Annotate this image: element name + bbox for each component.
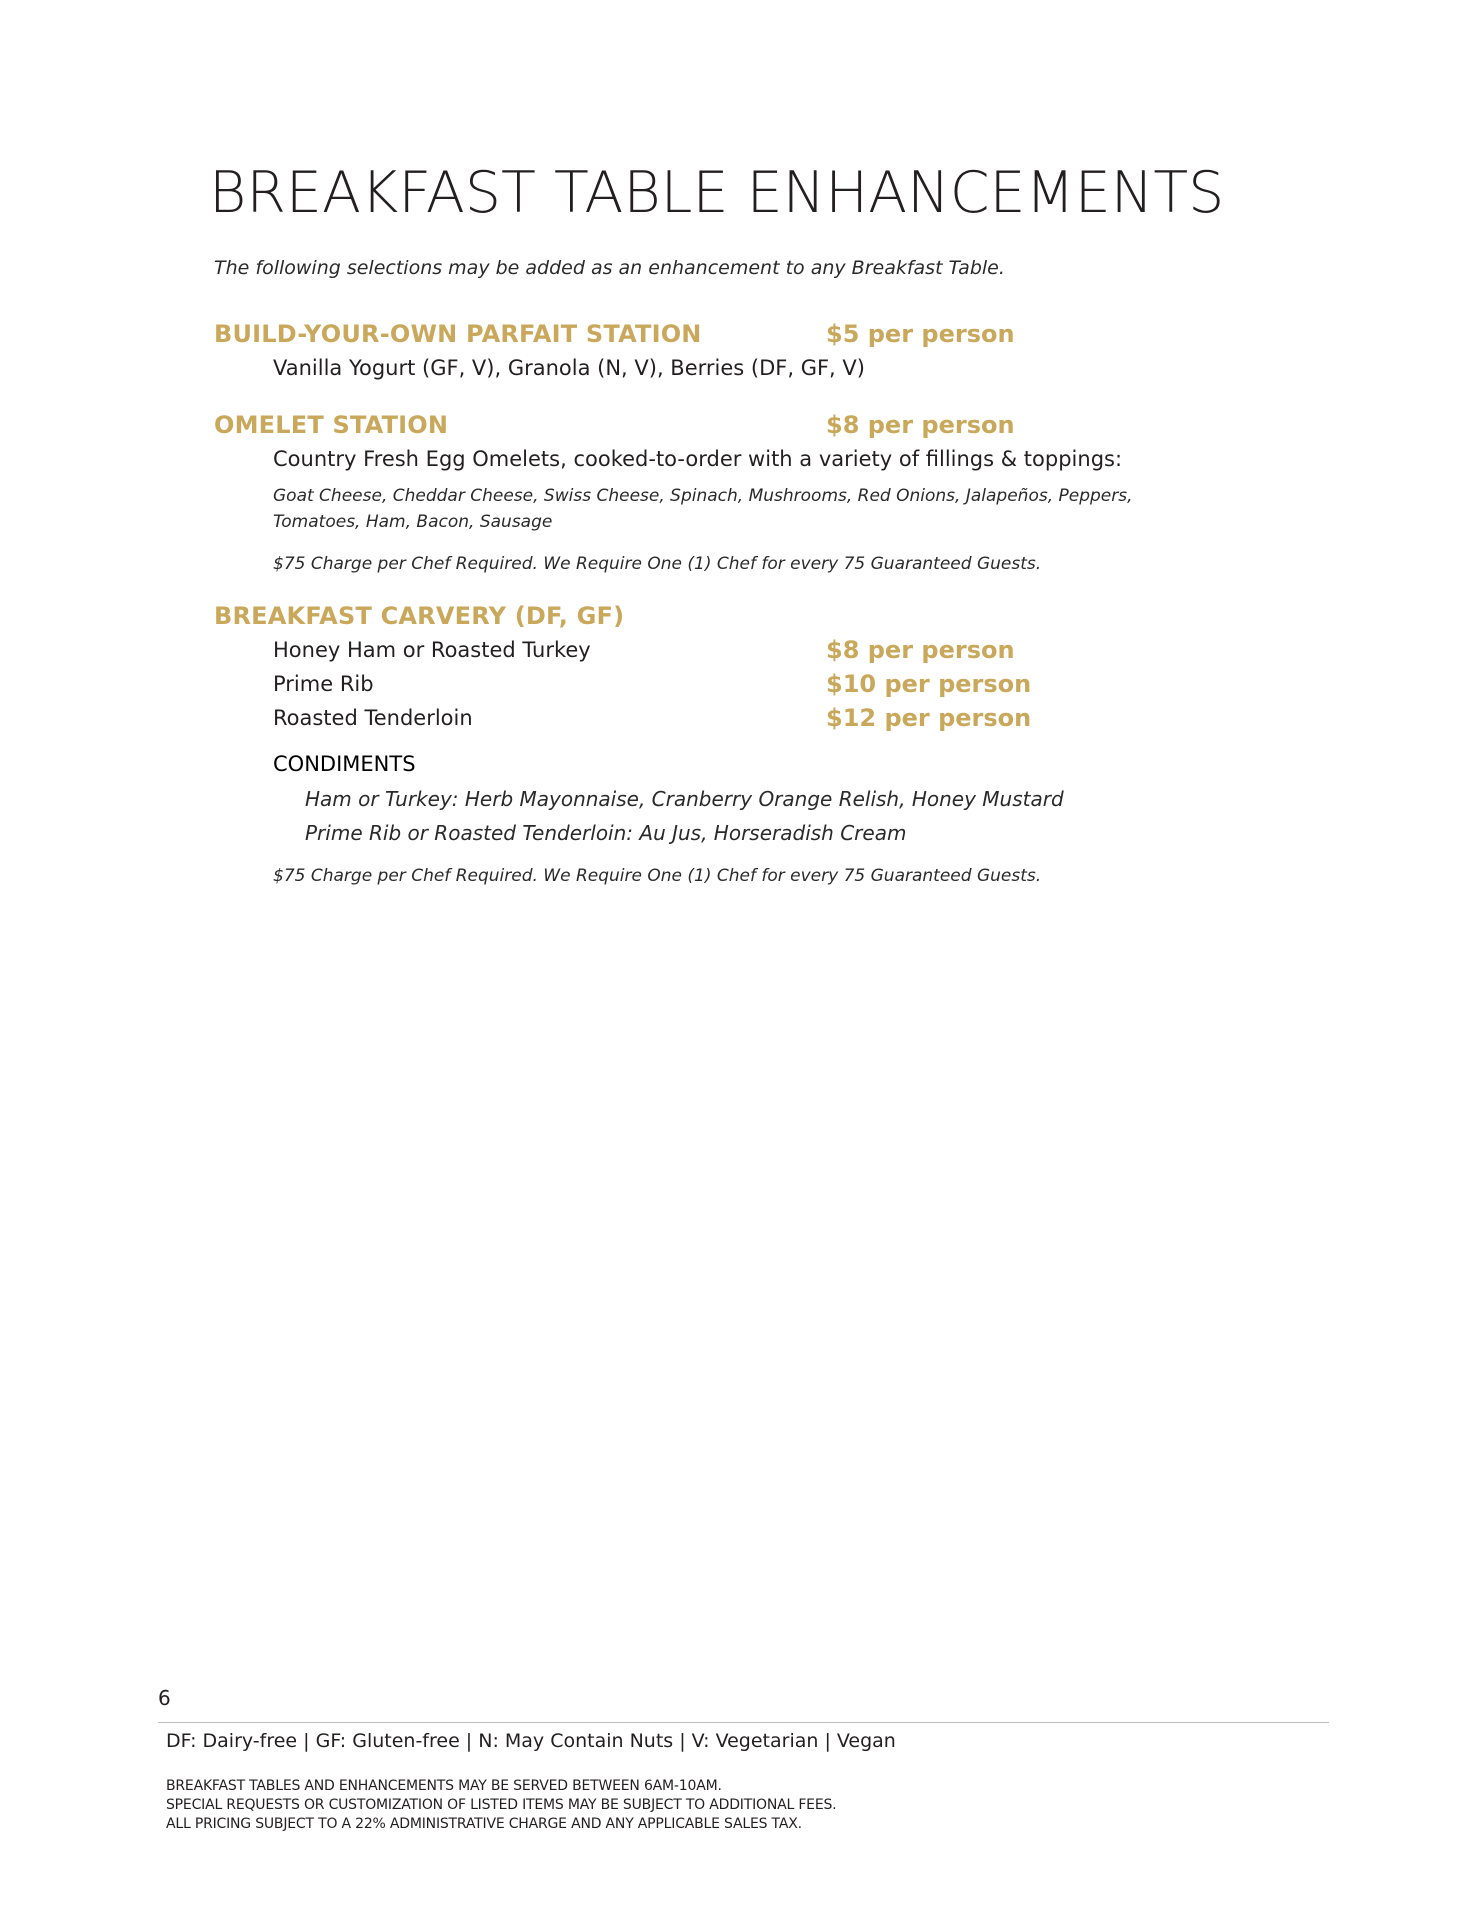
omelet-price: $8 per person <box>826 411 1015 439</box>
footer-divider <box>158 1722 1329 1723</box>
carvery-item-price: $12 per person <box>826 704 1032 732</box>
footer-note: BREAKFAST TABLES AND ENHANCEMENTS MAY BE SERVED BETWEEN 6AM-10AM. <box>166 1778 722 1794</box>
page-number: 6 <box>158 1686 171 1710</box>
parfait-description: Vanilla Yogurt (GF, V), Granola (N, V), Berries (DF, GF, V) <box>273 356 865 380</box>
parfait-price: $5 per person <box>826 320 1015 348</box>
carvery-item-name: Roasted Tenderloin <box>273 706 473 730</box>
condiments-heading: CONDIMENTS <box>273 752 416 776</box>
omelet-heading: OMELET STATION <box>214 411 449 439</box>
page-title: BREAKFAST TABLE ENHANCEMENTS <box>209 160 1225 226</box>
omelet-fillings-line1: Goat Cheese, Cheddar Cheese, Swiss Cheese, Spinach, Mushrooms, Red Onions, Jalapeños, Peppers, <box>273 486 1133 506</box>
omelet-description: Country Fresh Egg Omelets, cooked-to-order with a variety of fillings & toppings: <box>273 447 1123 471</box>
condiment-line: Ham or Turkey: Herb Mayonnaise, Cranberry Orange Relish, Honey Mustard <box>305 787 1064 811</box>
omelet-fillings-line2: Tomatoes, Ham, Bacon, Sausage <box>273 512 553 532</box>
parfait-heading: BUILD-YOUR-OWN PARFAIT STATION <box>214 320 702 348</box>
carvery-item-price: $10 per person <box>826 670 1032 698</box>
carvery-chef-note: $75 Charge per Chef Required. We Require One (1) Chef for every 75 Guaranteed Guests. <box>273 866 1042 886</box>
carvery-heading: BREAKFAST CARVERY (DF, GF) <box>214 602 625 630</box>
footer-note: SPECIAL REQUESTS OR CUSTOMIZATION OF LISTED ITEMS MAY BE SUBJECT TO ADDITIONAL FEES. <box>166 1797 837 1813</box>
intro-text: The following selections may be added as an enhancement to any Breakfast Table. <box>214 257 1005 279</box>
footer-note: ALL PRICING SUBJECT TO A 22% ADMINISTRATIVE CHARGE AND ANY APPLICABLE SALES TAX. <box>166 1816 802 1832</box>
carvery-item-name: Prime Rib <box>273 672 374 696</box>
carvery-item-name: Honey Ham or Roasted Turkey <box>273 638 591 662</box>
dietary-legend: DF: Dairy-free | GF: Gluten-free | N: May Contain Nuts | V: Vegetarian | Vegan <box>166 1730 896 1752</box>
omelet-chef-note: $75 Charge per Chef Required. We Require One (1) Chef for every 75 Guaranteed Guests. <box>273 554 1042 574</box>
carvery-item-price: $8 per person <box>826 636 1015 664</box>
condiment-line: Prime Rib or Roasted Tenderloin: Au Jus, Horseradish Cream <box>305 821 907 845</box>
